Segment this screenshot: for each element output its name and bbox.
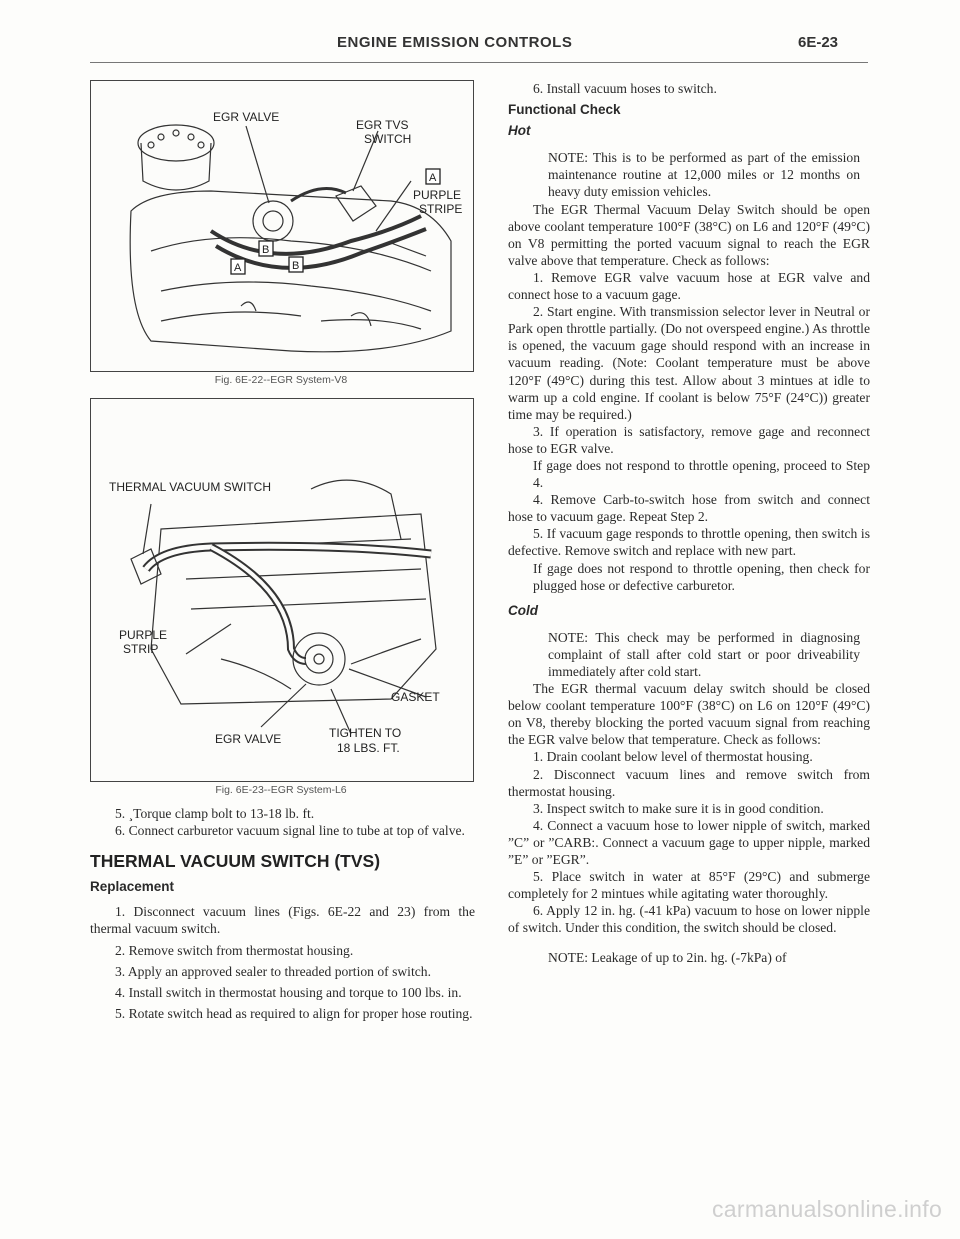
cold-intro: The EGR thermal vacuum delay switch should be closed below coolant temperature 100°F (38°C) on L6 on 120°F (49°C) on V8, thereby blocking the ported vacuum signal from reaching the EGR valve below that temperature. Check as follows:	[508, 681, 870, 748]
left-step-5: 5. ¸Torque clamp bolt to 13-18 lb. ft.	[115, 806, 315, 821]
hot-step-1: 1. Remove EGR valve vacuum hose at EGR valve and connect hose to a vacuum gage.	[508, 269, 870, 303]
fig22-tag-b2: B	[292, 260, 300, 272]
subheading-cold: Cold	[508, 602, 538, 618]
install-step-6: 6. Install vacuum hoses to switch.	[533, 81, 717, 96]
fig23-label-torque: 18 LBS. FT.	[337, 741, 400, 755]
left-column	[90, 805, 475, 1022]
hot-note: NOTE: This is to be performed as part of the emission maintenance routine at 12,000 miles or 12 months on heavy duty emission vehicles.	[548, 150, 860, 200]
fig22-label-stripe: STRIPE	[419, 202, 463, 216]
subheading-replacement: Replacement	[90, 879, 175, 895]
cold-step-6: 6. Apply 12 in. hg. (-41 kPa) vacuum to hose on lower nipple of switch. Under this condition, the switch should be closed.	[508, 903, 870, 936]
hot-step-4: 4. Remove Carb-to-switch hose from switch and connect hose to vacuum gage. Repeat Step 2.	[508, 492, 870, 525]
replacement-step-1: 1. Disconnect vacuum lines (Figs. 6E-22 and 23) from the thermal vacuum switch.	[90, 904, 475, 937]
fig23-caption: Fig. 6E-23--EGR System-L6	[215, 784, 347, 796]
fig22-label-switch: SWITCH	[364, 132, 412, 146]
page-header	[0, 30, 960, 52]
fig22-label-egr-tvs: EGR TVS	[356, 118, 409, 132]
final-note: NOTE: Leakage of up to 2in. hg. (-7kPa) of	[548, 949, 787, 965]
replacement-step-4: 4. Install switch in thermostat housing and torque to 100 lbs. in.	[115, 984, 462, 1000]
fig22-caption: Fig. 6E-22--EGR System-V8	[214, 374, 348, 386]
cold-step-5: 5. Place switch in water at 85°F (29°C) and submerge completely for 2 mintues while agitating water thoroughly.	[508, 869, 870, 902]
fig22-tag-a: A	[234, 262, 242, 274]
cold-step-2: 2. Disconnect vacuum lines and remove switch from thermostat housing.	[508, 766, 870, 799]
fig22-label-purple: PURPLE	[413, 188, 462, 202]
fig23-label-tighten: TIGHTEN TO	[329, 726, 402, 740]
hot-step-3b: If gage does not respond to throttle opening, proceed to Step 4.	[533, 457, 870, 491]
figure-egr-system-l6	[90, 398, 474, 782]
cold-step-1: 1. Drain coolant below level of thermostat housing.	[533, 749, 813, 765]
subheading-hot: Hot	[508, 123, 531, 139]
replacement-step-3: 3. Apply an approved sealer to threaded portion of switch.	[115, 963, 431, 979]
fig23-label-strip: STRIP	[123, 642, 159, 656]
hot-step-5: 5. If vacuum gage responds to throttle opening, then switch is defective. Remove switch and replace with new part.	[508, 526, 870, 559]
engine-v8-illustration	[91, 81, 473, 371]
fig23-label-gasket: GASKET	[391, 690, 440, 704]
hot-step-3: 3. If operation is satisfactory, remove gage and reconnect hose to EGR valve.	[508, 423, 870, 456]
replacement-step-5: 5. Rotate switch head as required to align for proper hose routing.	[115, 1005, 473, 1021]
figure-egr-system-v8	[90, 80, 474, 372]
fig22-tag-b: B	[262, 244, 270, 256]
fig23-label-egr-valve: EGR VALVE	[215, 732, 282, 746]
replacement-step-2: 2. Remove switch from thermostat housing.	[115, 942, 354, 958]
cold-step-4: 4. Connect a vacuum hose to lower nipple of switch, marked ”C” or ”CARB:. Connect a vacuum gage to upper nipple, marked ”E” or ”EGR”.	[508, 817, 870, 868]
page-number: 6E-23	[798, 34, 839, 51]
header-title: ENGINE EMISSION CONTROLS	[337, 34, 573, 51]
hot-step-2: 2. Start engine. With transmission selector lever in Neutral or Park open throttle partially. (Do not overspeed engine.) As throttle is opened, the vacuum gage should respond with an increase in vacuum reading. (Note: Coolant temperature must be above 120°F (49°C) during this test. Allow about 3 mintues at idle to warm up a cold engine. If coolant is below 75°F (24°C)) greater time may be required.)	[508, 304, 870, 422]
hot-step-5b: If gage does not respond to throttle opening, then check for plugged hose or defective carburetor.	[533, 560, 870, 593]
fig23-label-tvs: THERMAL VACUUM SWITCH	[109, 480, 271, 494]
fig22-tag-a2: A	[429, 172, 437, 184]
hot-intro: The EGR Thermal Vacuum Delay Switch should be open above coolant temperature 100°F (38°C) on L6 and 120°F (49°C) on V8 permitting the ported vacuum signal to reach the EGR valve above that temperature. Check as follows:	[508, 201, 870, 268]
fig22-label-egr-valve: EGR VALVE	[213, 110, 280, 124]
cold-note: NOTE: This check may be performed in diagnosing complaint of stall after cold start or poor driveability immediately after cold start.	[548, 629, 860, 679]
cold-step-3: 3. Inspect switch to make sure it is in good condition.	[533, 800, 824, 816]
watermark: carmanualsonline.info	[712, 1196, 943, 1222]
right-column	[508, 80, 870, 966]
header-rule	[90, 62, 868, 63]
section-heading-tvs: THERMAL VACUUM SWITCH (TVS)	[90, 851, 381, 872]
subheading-functional-check: Functional Check	[508, 102, 621, 118]
engine-l6-illustration	[91, 399, 473, 781]
left-step-6: 6. Connect carburetor vacuum signal line to tube at top of valve.	[115, 823, 465, 839]
fig23-label-purple: PURPLE	[119, 628, 168, 642]
